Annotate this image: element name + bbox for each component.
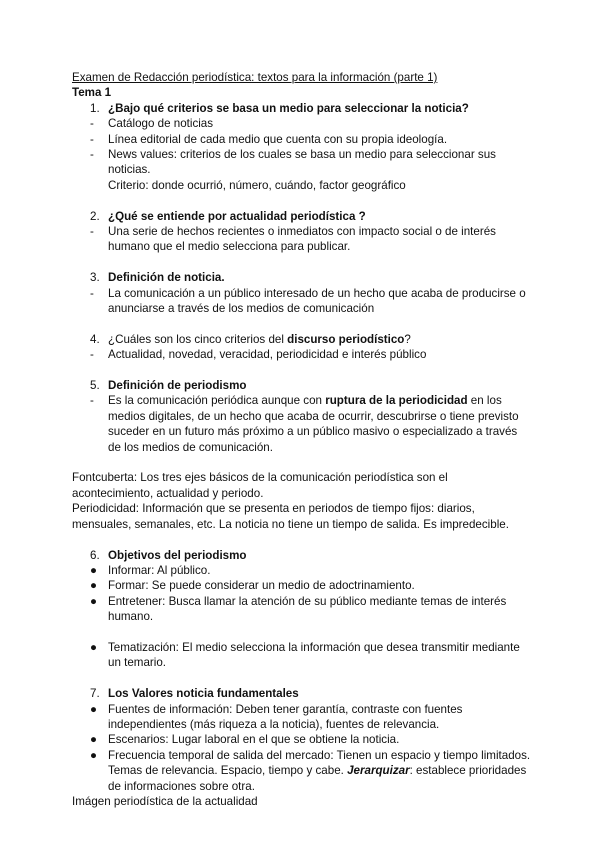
list-item: - Línea editorial de cada medio que cuenta con su propia ideología.: [90, 132, 448, 146]
question-7: 7. Los Valores noticia fundamentales: [90, 687, 299, 701]
list-item: ● Entretener: Busca llamar la atención de su público mediante temas de interés humano.: [90, 594, 507, 624]
criterio-line: Criterio: donde ocurrió, número, cuándo, factor geográfico: [108, 178, 406, 192]
list-item: ● Informar: Al público.: [90, 563, 211, 577]
list-item: ● Escenarios: Lugar laboral en el que se obtiene la noticia.: [90, 733, 400, 747]
question-3-text: Definición de noticia.: [108, 271, 225, 285]
question-7-text: Los Valores noticia fundamentales: [108, 687, 299, 701]
list-item: - Catálogo de noticias: [90, 117, 214, 131]
fontcuberta-paragraph: Fontcuberta: Los tres ejes básicos de la comunicación periodística son el acontecimiento, actualidad y periodo.: [72, 471, 448, 500]
question-6: 6. Objetivos del periodismo: [90, 548, 247, 562]
question-2: 2. ¿Qué se entiende por actualidad periodística ?: [90, 209, 366, 223]
question-1: 1. ¿Bajo qué criterios se basa un medio para seleccionar la noticia?: [90, 101, 469, 115]
section-heading: Tema 1: [72, 86, 112, 100]
list-item: ● Frecuencia temporal de salida del mercado: Tienen un espacio y tiempo limitados. Temas de relevancia. Espacio, tiempo y cabe. Jerarquizar: establece prioridades de informaciones sobre otra.: [90, 748, 531, 793]
question-5: 5. Definición de periodismo: [90, 379, 247, 393]
closing-line: Imágen periodística de la actualidad: [72, 794, 258, 808]
question-4: 4. ¿Cuáles son los cinco criterios del discurso periodístico?: [90, 332, 411, 346]
question-1-text: ¿Bajo qué criterios se basa un medio para seleccionar la noticia?: [108, 101, 469, 115]
periodicidad-paragraph: Periodicidad: Información que se presenta en periodos de tiempo fijos: diarios, mensuales, semanales, etc. La noticia no tiene un tiempo de salida. Es impredecible.: [72, 502, 509, 531]
question-6-text: Objetivos del periodismo: [108, 548, 247, 562]
list-item: - Actualidad, novedad, veracidad, periodicidad e interés público: [90, 348, 427, 362]
list-item: ● Formar: Se puede considerar un medio de adoctrinamiento.: [90, 579, 415, 593]
list-item: ● Fuentes de información: Deben tener garantía, contraste con fuentes independientes (más riqueza a la noticia), fuentes de relevancia.: [90, 702, 463, 731]
question-3: 3. Definición de noticia.: [90, 271, 225, 285]
list-item: ● Tematización: El medio selecciona la información que desea transmitir mediante un temario.: [90, 640, 520, 670]
list-item: - La comunicación a un público interesado de un hecho que acaba de producirse o anunciarse a través de los medios de comunicación: [90, 286, 526, 316]
list-item: - Una serie de hechos recientes o inmediatos con impacto social o de interés humano que el medio selecciona para publicar.: [90, 225, 496, 254]
document-page: [72, 70, 532, 809]
list-item: - Es la comunicación periódica aunque con ruptura de la periodicidad en los medios digitales, de un hecho que acaba de ocurrir, descubrirse o tiene previsto suceder en un futuro más próximo a un público masivo o especializado a través de los medios de comunicación.: [90, 394, 519, 454]
document-title: Examen de Redacción periodística: textos para la información (parte 1): [72, 71, 438, 84]
question-2-text: ¿Qué se entiende por actualidad periodística ?: [108, 209, 366, 223]
list-item: - News values: criterios de los cuales se basa un medio para seleccionar sus noticias.: [90, 148, 496, 177]
question-5-text: Definición de periodismo: [108, 379, 247, 393]
